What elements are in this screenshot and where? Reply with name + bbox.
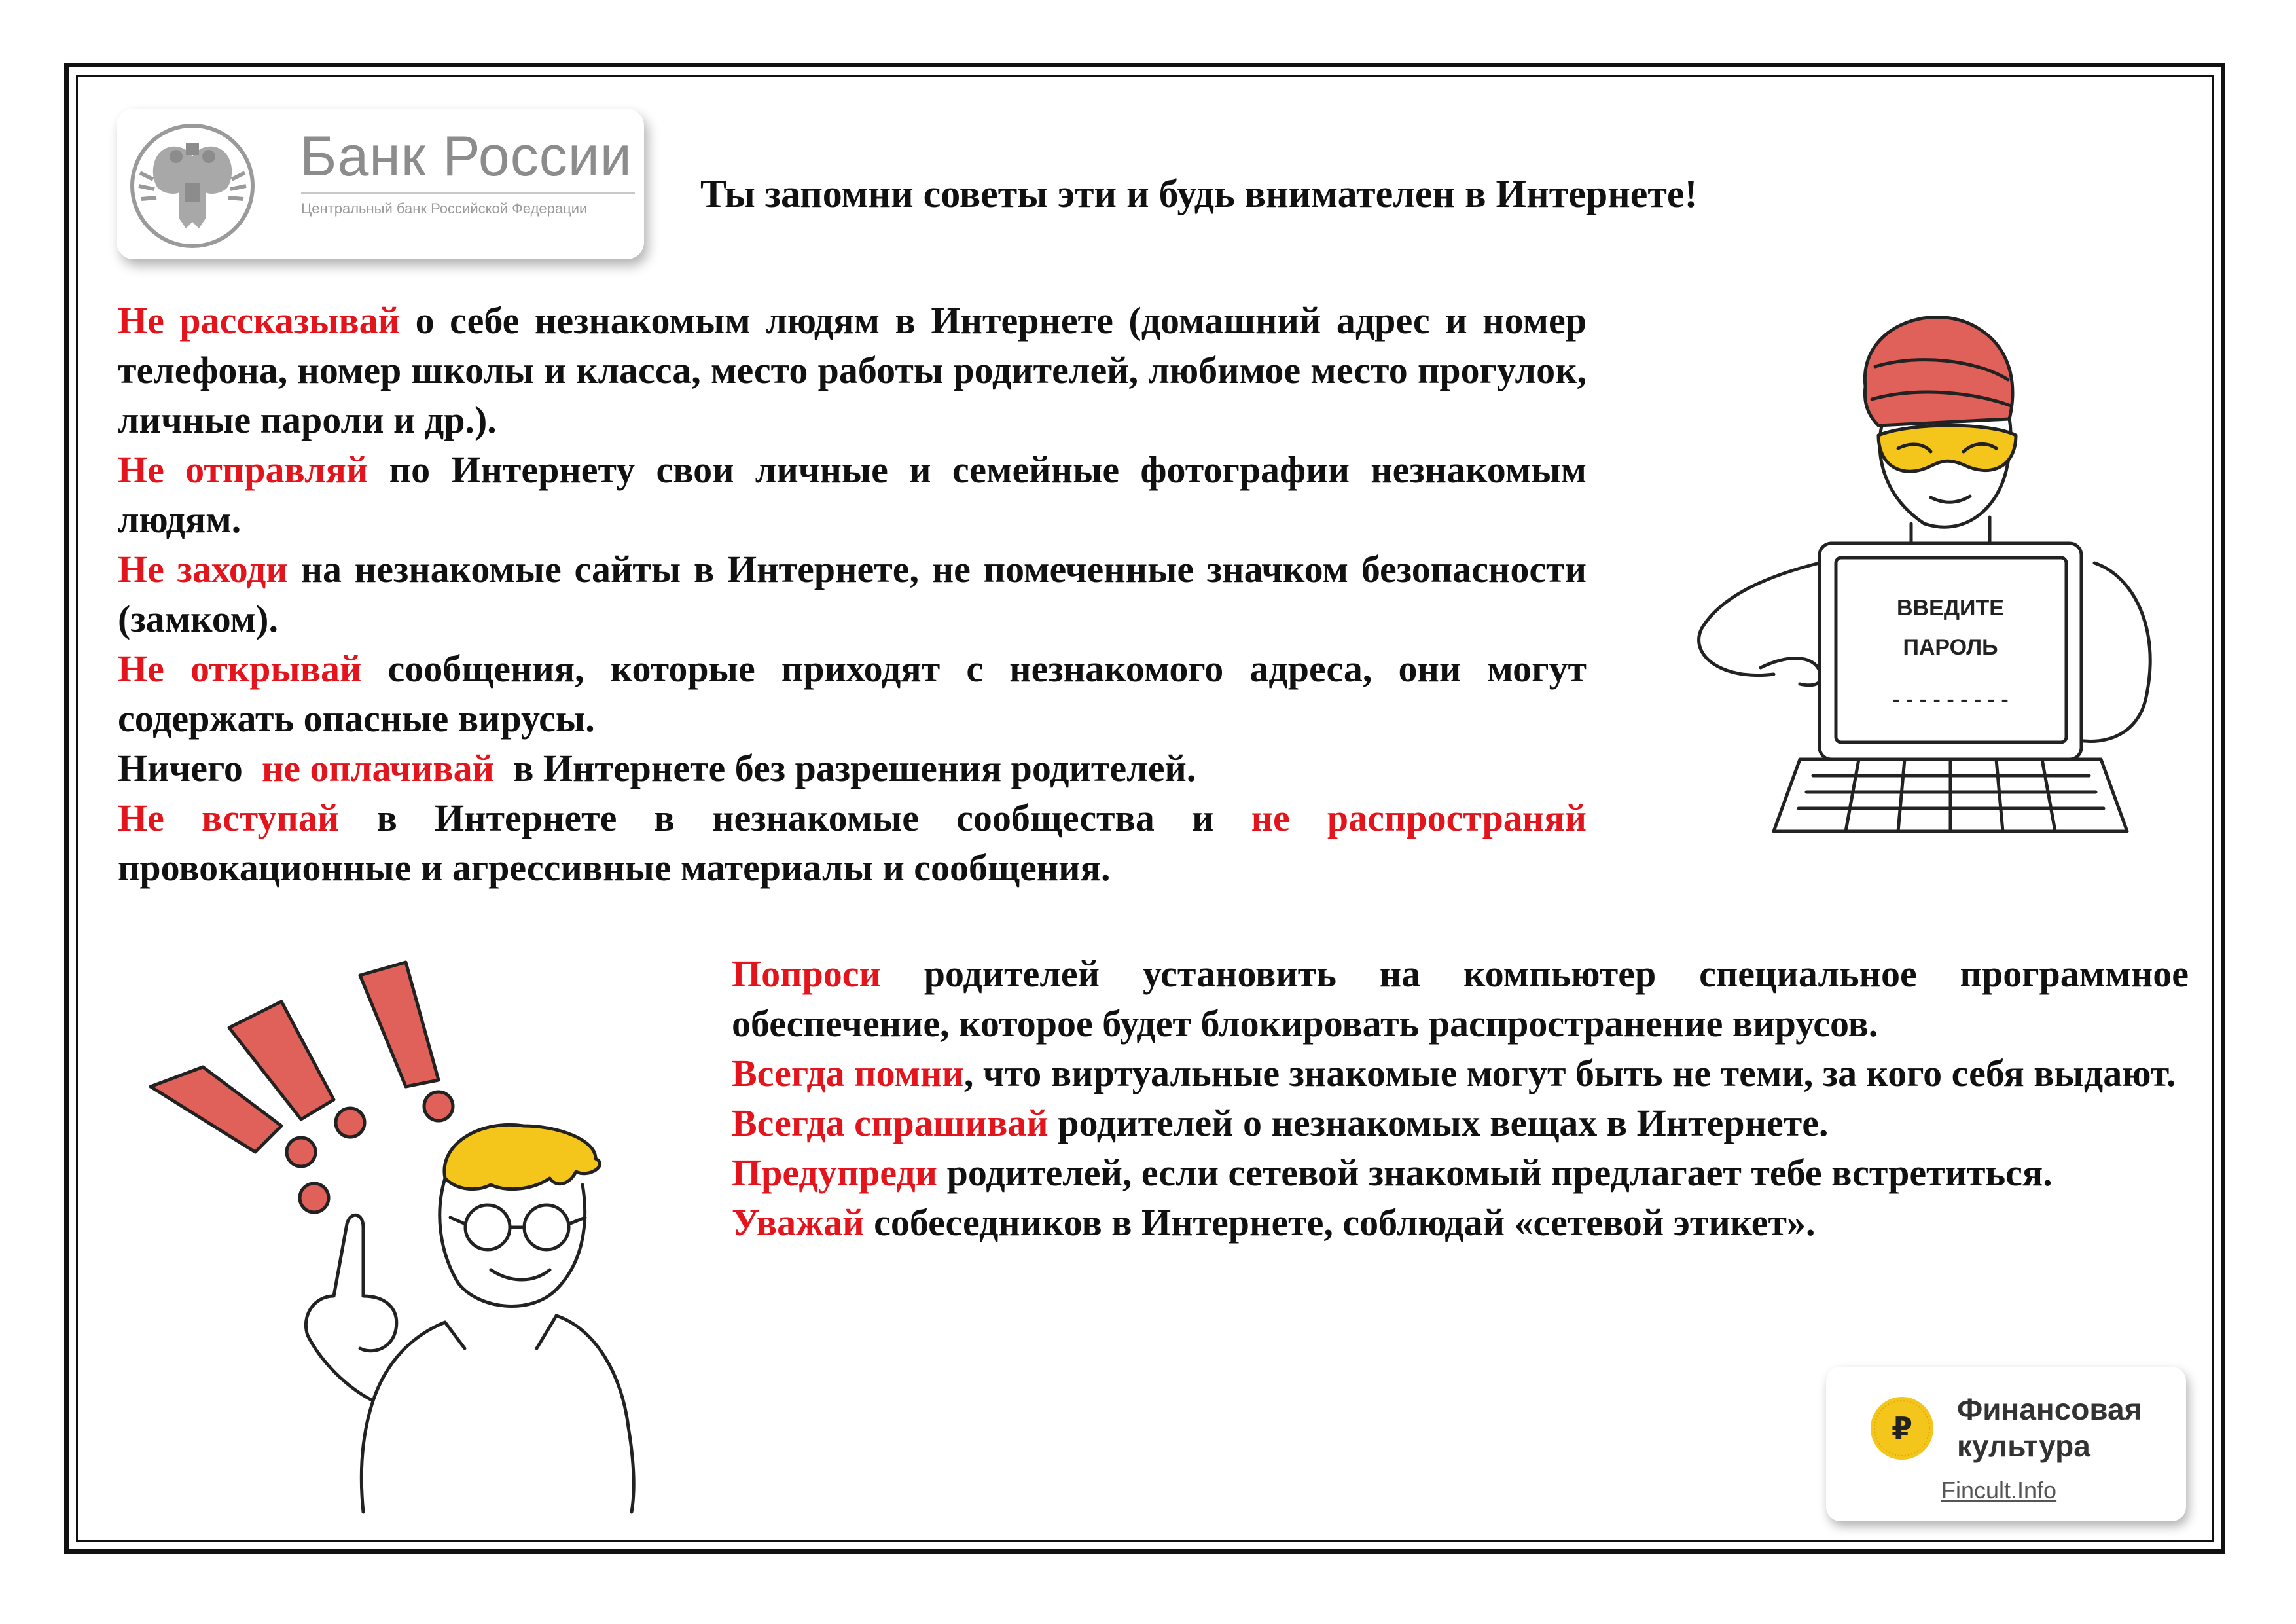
tip-text: Ничего <box>118 747 262 789</box>
tip-text: родителей установить на компьютер специальное программное обеспечение, которое будет блокировать распространение вирусов. <box>732 952 2189 1045</box>
tip-keyword: Предупреди <box>732 1151 938 1194</box>
tip-text: по Интернету свои личные и семейные фотографии незнакомым людям. <box>118 448 1587 541</box>
bank-name: Банк России <box>300 125 632 188</box>
tip-paragraph <box>118 296 1587 445</box>
man-with-laptop-illustration <box>1623 288 2199 864</box>
tip-keyword: Всегда спрашивай <box>732 1102 1049 1144</box>
tip-paragraph <box>118 793 1587 893</box>
fincult-link[interactable]: Fincult.Info <box>1941 1477 2057 1504</box>
tip-paragraph <box>732 1049 2189 1098</box>
tip-keyword: Не отправляй <box>118 448 368 491</box>
laptop-screen-text-1: ВВЕДИТЕ <box>1897 596 2004 621</box>
page-title: Ты запомни советы эти и будь внимателен в Интернете! <box>700 172 1698 215</box>
boy-with-exclamation-marks-illustration <box>137 929 674 1519</box>
tip-text: родителей о незнакомых вещах в Интернете. <box>1048 1102 1829 1144</box>
tip-text: родителей, если сетевой знакомый предлагает тебе встретиться. <box>937 1151 2053 1194</box>
tip-text: собеседников в Интернете, соблюдай «сетевой этикет». <box>864 1201 1816 1244</box>
tip-paragraph <box>118 744 1587 793</box>
laptop-screen-text-2: ПАРОЛЬ <box>1903 635 1998 660</box>
tip-keyword: Попроси <box>732 952 881 995</box>
tip-paragraph <box>732 1148 2189 1198</box>
tip-text: , что виртуальные знакомые могут быть не теми, за кого себя выдают. <box>963 1052 2176 1094</box>
tip-text: о себе незнакомым людям в Интернете (домашний адрес и номер телефона, номер школы и класса, место работы родителей, любимое место прогулок, личные пароли и др.). <box>118 299 1587 441</box>
tip-text: на незнакомые сайты в Интернете, не помеченные значком безопасности (замком). <box>118 548 1587 640</box>
tip-paragraph <box>118 445 1587 545</box>
bank-of-russia-logo <box>117 109 644 259</box>
tips-block-top <box>118 296 1587 893</box>
tip-paragraph <box>118 644 1587 744</box>
tip-text: провокационные и агрессивные материалы и сообщения. <box>118 846 1111 889</box>
tip-keyword: Уважай <box>732 1201 865 1244</box>
logo-divider <box>301 192 635 194</box>
bank-subtitle: Центральный банк Российской Федерации <box>301 200 588 217</box>
fincult-logo <box>1826 1367 2186 1521</box>
tip-keyword: Не вступай <box>118 797 340 839</box>
tip-paragraph <box>732 1198 2189 1248</box>
tip-keyword: Не рассказывай <box>118 299 401 342</box>
tip-keyword: Не заходи <box>118 548 288 590</box>
laptop-screen-password-dashes: - - - - - - - - - <box>1892 687 2009 712</box>
fincult-line2: культура <box>1957 1429 2090 1463</box>
tip-paragraph <box>732 949 2189 1049</box>
tip-text: в Интернете без разрешения родителей. <box>494 747 1196 789</box>
tip-paragraph <box>732 1098 2189 1148</box>
ruble-coin-icon <box>1869 1396 1935 1461</box>
tip-keyword: Не открывай <box>118 647 362 690</box>
tip-keyword: не распространяй <box>1251 797 1587 839</box>
tip-text: в Интернете в незнакомые сообщества и <box>339 797 1251 839</box>
tip-text: сообщения, которые приходят с незнакомого адреса, они могут содержать опасные вирусы. <box>118 647 1587 740</box>
tip-keyword: не оплачивай <box>261 747 495 789</box>
tip-paragraph <box>118 545 1587 644</box>
fincult-line1: Финансовая <box>1957 1392 2142 1426</box>
tip-keyword: Всегда помни <box>732 1052 964 1094</box>
coin-symbol: ₽ <box>1891 1411 1913 1445</box>
double-headed-eagle-icon <box>127 120 258 251</box>
tips-block-bottom <box>732 949 2189 1248</box>
